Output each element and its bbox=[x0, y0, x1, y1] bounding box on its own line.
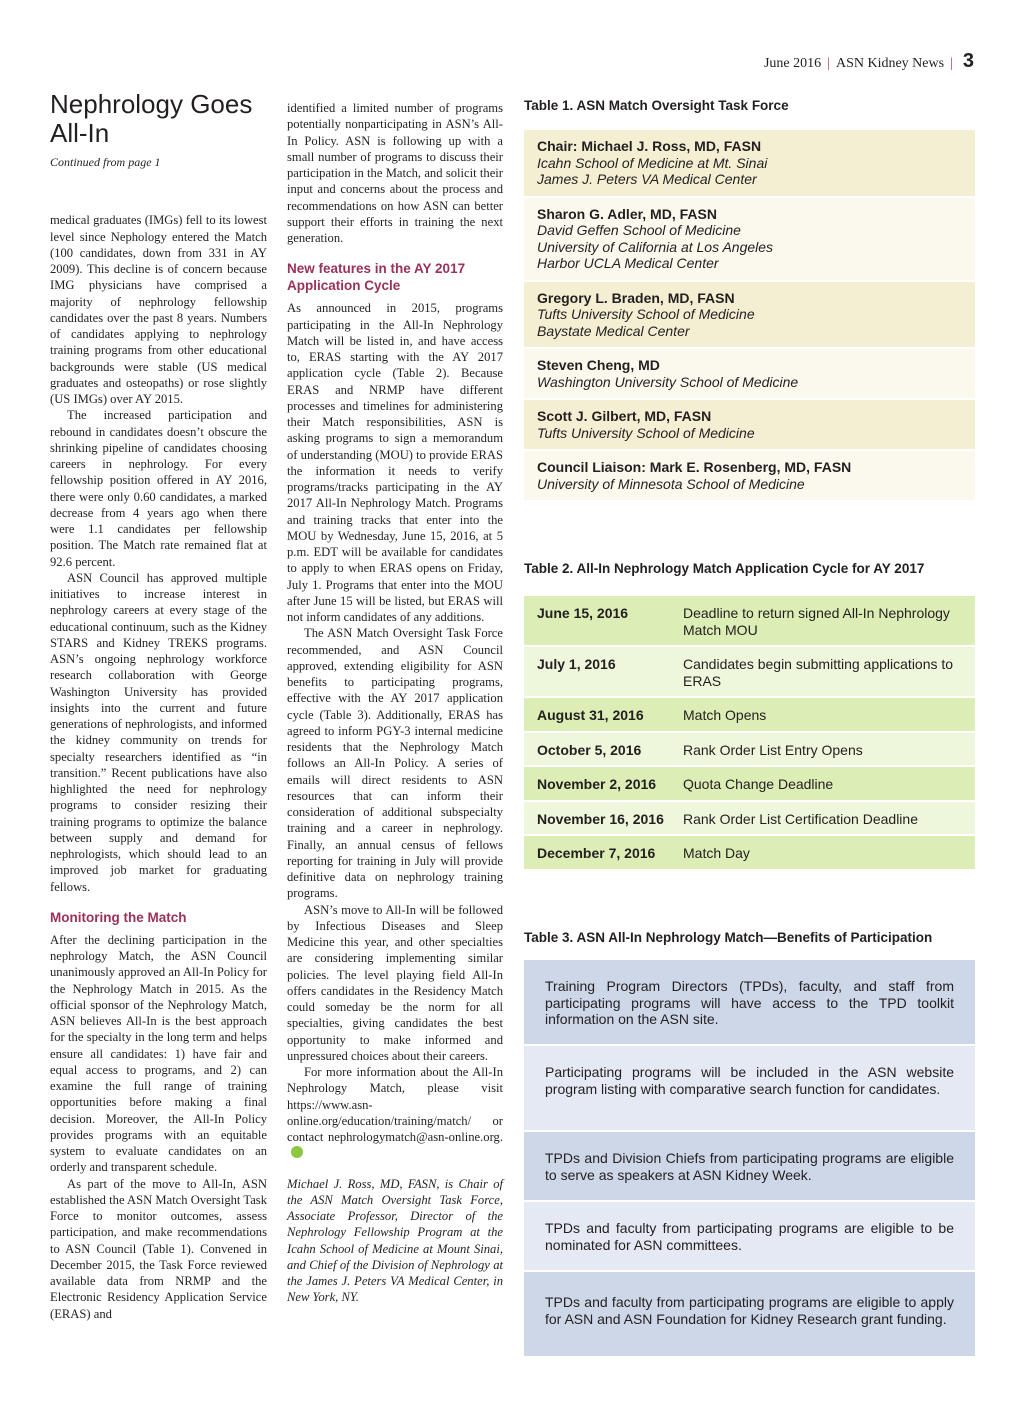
header-separator: | bbox=[827, 56, 830, 71]
paragraph: As part of the move to All-In, ASN established the ASN Match Oversight Task Force to monitor outcomes, assess participation, and make recommendations to ASN Council (Table 1). Convened in December 2015, the Task Force reviewed available data from NRMP and the Electronic Residency Application Service (ERAS) and bbox=[50, 1176, 267, 1321]
author-bio: Michael J. Ross, MD, FASN, is Chair of the ASN Match Oversight Task Force, Associate Professor, Director of the Nephrology Fellowship Program at the Icahn School of Medicine at Mount Sinai, and Chief of the Division of Nephrology at the James J. Peters VA Medical Center, in New York, NY. bbox=[287, 1176, 503, 1305]
table-row: TPDs and Division Chiefs from participating programs are eligible to serve as speakers at ASN Kidney Week. bbox=[524, 1132, 975, 1200]
paragraph: identified a limited number of programs potentially nonparticipating in ASN’s All-In Policy. ASN is following up with a small number of programs to discuss their participation in the Match, and solicit their input and concerns about the process and recommendations on how ASN can better support their efforts in training the next generation. bbox=[287, 101, 503, 245]
page-header bbox=[764, 50, 974, 73]
page-number: 3 bbox=[962, 50, 974, 72]
table-row: Steven Cheng, MD Washington University School of Medicine bbox=[524, 349, 975, 398]
table-row: Scott J. Gilbert, MD, FASN Tufts University School of Medicine bbox=[524, 400, 975, 449]
paragraph bbox=[287, 1064, 503, 1162]
section-heading: New features in the AY 2017 Application Cycle bbox=[287, 261, 466, 294]
table-row: June 15, 2016 Deadline to return signed All-In Nephrology Match MOU bbox=[524, 596, 975, 645]
continued-note: Continued from page 1 bbox=[50, 155, 161, 169]
paragraph: The ASN Match Oversight Task Force recommended, and ASN Council approved, extending eligibility for ASN benefits to participating programs, effective with the AY 2017 application cycle (Table 3). Additionally, ERAS has agreed to inform PGY-3 internal medicine residents that the Nephrology Match follows an All-In Policy. A series of emails will direct residents to ASN resources that can inform their consideration of additional subspecialty training and a career in nephrology. Finally, an annual census of fellows reporting for training in July will provide definitive data on nephrology training programs. bbox=[287, 626, 503, 901]
issue-date: June 2016 bbox=[763, 56, 822, 71]
section-heading: Monitoring the Match bbox=[50, 909, 187, 925]
paragraph: After the declining participation in the nephrology Match, the ASN Council unanimously approved an All-In Policy for the Nephrology Match in 2015. As the official sponsor of the Nephrology Match, ASN believes All-In is the best approach for the specialty in the long term and helps ensure all candidates: 1) have fair and equal access to programs, and 2) can examine the full range of training opportunities before making a final decision. Moreover, the All-In Policy provides programs with an equitable system to evaluate candidates on an orderly and transparent schedule. bbox=[50, 932, 267, 1175]
table-row: TPDs and faculty from participating programs are eligible to be nominated for ASN committees. bbox=[524, 1202, 975, 1270]
article-title: Nephrology Goes All-In bbox=[50, 89, 253, 148]
table-row: Training Program Directors (TPDs), faculty, and staff from participating programs will have access to the TPD toolkit information on the ASN site. bbox=[524, 960, 975, 1044]
end-mark-icon bbox=[291, 1146, 303, 1158]
table-row: November 2, 2016 Quota Change Deadline bbox=[524, 767, 975, 800]
table-row: July 1, 2016 Candidates begin submitting applications to ERAS bbox=[524, 647, 975, 696]
paragraph: As announced in 2015, programs participating in the All-In Nephrology Match will be listed in, and have access to, ERAS starting with the AY 2017 application cycle (Table 2). Because ERAS and NRMP have different processes and timelines for administering their Match responsibilities, ASN is asking programs to sign a memorandum of understanding (MOU) to provide ERAS the information it needs to verify programs/tracks participating in the AY 2017 All-In Nephrology Match. Programs and training tracks that enter into the MOU by Wednesday, June 15, 2016, at 5 p.m. EDT will be available for candidates to apply to when ERAS opens on Friday, July 1. Programs that enter into the MOU after June 15 will be listed, but ERAS will not inform candidates of any additions. bbox=[287, 301, 503, 624]
table3 bbox=[524, 960, 975, 1358]
table2 bbox=[524, 596, 975, 871]
table-row: Chair: Michael J. Ross, MD, FASN Icahn School of Medicine at Mt. Sinai James J. Peters VA Medical Center bbox=[524, 130, 975, 196]
table-row: December 7, 2016 Match Day bbox=[524, 836, 975, 869]
article-column-2 bbox=[287, 100, 503, 1306]
table-row: TPDs and faculty from participating programs are eligible to apply for ASN and ASN Foundation for Kidney Research grant funding. bbox=[524, 1272, 975, 1356]
table-row: Council Liaison: Mark E. Rosenberg, MD, FASN University of Minnesota School of Medicine bbox=[524, 451, 975, 500]
contact-info: For more information about the All-In Nephrology Match, please visit https://www.asn-online.org/education/training/match/ or contact nephrologymatch@asn-online.org. bbox=[287, 1065, 503, 1144]
table-row: November 16, 2016 Rank Order List Certification Deadline bbox=[524, 802, 975, 835]
paragraph: medical graduates (IMGs) fell to its lowest level since Nephology entered the Match (100 candidates, down from 331 in AY 2009). This decline is of concern because IMG physicians have comprised a majority of nephrology fellowship candidates over the past 8 years. Numbers of candidates applying to nephrology training programs from other educational backgrounds were stable (US medical graduates and osteopaths) or rose slightly (US IMGs) over AY 2015. bbox=[50, 213, 267, 406]
table3-caption: Table 3. ASN All-In Nephrology Match—Benefits of Participation bbox=[524, 930, 933, 945]
table2-caption: Table 2. All-In Nephrology Match Application Cycle for AY 2017 bbox=[524, 561, 925, 576]
table-row: August 31, 2016 Match Opens bbox=[524, 698, 975, 731]
table1-caption: Table 1. ASN Match Oversight Task Force bbox=[524, 98, 789, 113]
paragraph: The increased participation and rebound in candidates doesn’t obscure the shrinking pipeline of candidates choosing careers in nephrology. For every fellowship position offered in AY 2016, there were only 0.60 candidates, a marked decrease from 4 years ago when there were 1.1 candidates per fellowship position. The Match rate remained flat at 92.6 percent. bbox=[50, 408, 267, 569]
publication-name: ASN Kidney News bbox=[835, 56, 945, 71]
table-row: Participating programs will be included in the ASN website program listing with comparative search function for candidates. bbox=[524, 1046, 975, 1130]
table-row: October 5, 2016 Rank Order List Entry Opens bbox=[524, 733, 975, 766]
table-row: Sharon G. Adler, MD, FASN David Geffen School of Medicine University of California at Los Angeles Harbor UCLA Medical Center bbox=[524, 198, 975, 280]
header-separator: | bbox=[950, 56, 953, 71]
table-row: Gregory L. Braden, MD, FASN Tufts University School of Medicine Baystate Medical Center bbox=[524, 282, 975, 348]
paragraph: ASN’s move to All-In will be followed by Infectious Diseases and Sleep Medicine this year, and other specialties are considering implementing similar policies. The level playing field All-In offers candidates in the Residency Match could someday be the norm for all specialties, giving candidates the best opportunity to make informed and unpressured choices about their careers. bbox=[287, 902, 503, 1063]
article-column-1 bbox=[50, 90, 267, 1322]
table1 bbox=[524, 130, 975, 502]
paragraph: ASN Council has approved multiple initiatives to increase interest in nephrology careers at every stage of the educational continuum, such as the Kidney STARS and Kidney TREKS programs. ASN’s ongoing nephrology workforce research collaboration with George Washington University has provided insights into the current and future generations of nephrologists, and informed the kidney community on trends for specialty researchers identified as “in transition.” Recent publications have also highlighted the need for nephrology programs to consider resizing their training programs to optimize the balance between supply and demand for nephrologists, which should lead to an improved job market for graduating fellows. bbox=[50, 570, 267, 894]
